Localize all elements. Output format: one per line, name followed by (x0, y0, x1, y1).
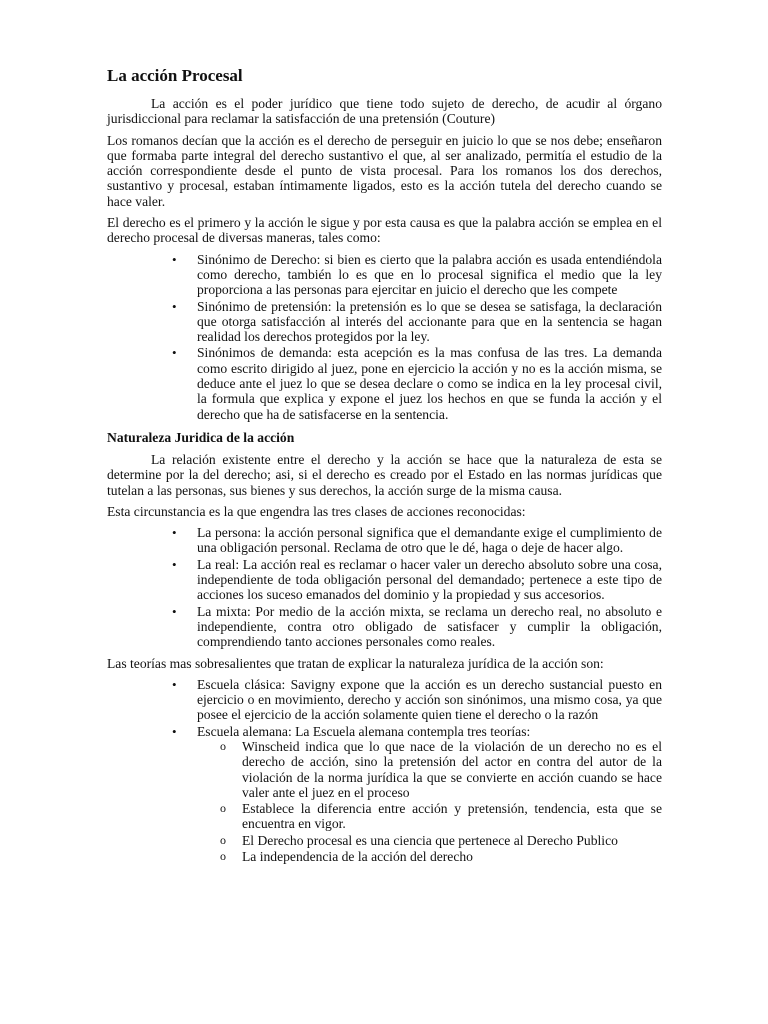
list-item-text: La mixta: Por medio de la acción mixta, se reclama un derecho real, no absoluto e independiente, contra otro obligado de satisfacer y cumplir la obligación, comprendiendo tanto acciones personales como reales. (197, 603, 662, 650)
bullet-icon: • (172, 603, 177, 619)
sub-list-item (220, 832, 662, 848)
list-item (172, 603, 662, 650)
list-item-text: Sinónimo de Derecho: si bien es cierto que la palabra acción es usada entendiéndola como derecho, también lo es que en lo procesal significa el medio que la ley proporciona a las personas para ejercitar en juicio el derecho que les compete (197, 251, 662, 298)
bullet-icon: • (172, 345, 177, 361)
bullet-icon: • (172, 251, 177, 267)
section-paragraph-2: Esta circunstancia es la que engendra las tres clases de acciones reconocidas: (107, 503, 526, 519)
intro-paragraph-3: El derecho es el primero y la acción le sigue y por esta causa es que la palabra acción se emplea en el derecho procesal de diversas maneras, tales como: (107, 215, 662, 246)
circle-bullet-icon: o (220, 832, 226, 847)
document-page (107, 66, 662, 870)
list-item (172, 345, 662, 422)
bullet-icon: • (172, 298, 177, 314)
bullet-icon: • (172, 723, 177, 739)
circle-bullet-icon: o (220, 801, 226, 816)
sub-list-item (220, 801, 662, 832)
list-item (172, 556, 662, 603)
circle-bullet-icon: o (220, 849, 226, 864)
list-item-text: La real: La acción real es reclamar o hacer valer un derecho absoluto sobre una cosa, independiente de toda obligación personal del demandado; pertenece a este tipo de acciones los suceso emanados del dominio y la propiedad y sus accesorios. (197, 556, 662, 603)
list-item-text: Sinónimo de pretensión: la pretensión es lo que se desea se satisfaga, la declaración que otorga satisfacción al interés del accionante para que en la sentencia se hagan realidad los derechos protegidos por la ley. (197, 298, 662, 345)
list-item (172, 298, 662, 345)
intro-paragraph-1: La acción es el poder jurídico que tiene todo sujeto de derecho, de acudir al órgano jurisdiccional para reclamar la satisfacción de una pretensión (Couture) (107, 96, 662, 127)
list-item-text: Sinónimos de demanda: esta acepción es la mas confusa de las tres. La demanda como escrito dirigido al juez, pone en ejercicio la acción y no es la acción misma, se deduce ante el juez lo que se desea declare o como se indica en la ley procesal civil, la formula que explica y expone el juez los hechos en que se funda la acción y el derecho que ha de satisfacerse en la sentencia. (197, 345, 662, 422)
classes-list (107, 525, 662, 649)
list-item (172, 723, 662, 865)
list-item (172, 251, 662, 298)
bullet-icon: • (172, 525, 177, 541)
section-paragraph-3: Las teorías mas sobresalientes que tratan de explicar la naturaleza jurídica de la acción son: (107, 655, 604, 671)
section-heading: Naturaleza Juridica de la acción (107, 429, 295, 445)
list-item-text: Escuela clásica: Savigny expone que la acción es un derecho sustancial puesto en ejercicio o en movimiento, derecho y acción son sinónimos, una mismo cosa, ya que posee el ejercicio de la acción solamente quien tiene el derecho o la razón (197, 676, 662, 723)
list-item (172, 676, 662, 723)
schools-list (107, 677, 662, 865)
list-item-text: La persona: la acción personal significa que el demandante exige el cumplimiento de una obligación personal. Reclama de otro que le dé, haga o deje de hacer algo. (197, 525, 662, 556)
bullet-icon: • (172, 676, 177, 692)
sub-list-item-text: La independencia de la acción del derecho (242, 849, 473, 865)
sub-list-item (220, 849, 662, 865)
uses-list (107, 252, 662, 422)
bullet-icon: • (172, 556, 177, 572)
section-paragraph-1: La relación existente entre el derecho y la acción se hace que la naturaleza de esta se determine por la del derecho; asi, si el derecho es creado por el Estado en las normas jurídicas que tutelan a las personas, sus bienes y sus derechos, la acción surge de la misma causa. (107, 451, 662, 498)
list-item (172, 525, 662, 556)
page-title: La acción Procesal (107, 66, 243, 85)
sub-list-item (220, 738, 662, 800)
german-theories-list (197, 739, 662, 864)
circle-bullet-icon: o (220, 738, 226, 753)
list-item-text: Escuela alemana: La Escuela alemana contempla tres teorías: (197, 723, 531, 739)
intro-paragraph-2: Los romanos decían que la acción es el derecho de perseguir en juicio lo que se nos debe; enseñaron que formaba parte integral del derecho sustantivo el que, al ser analizado, permitía el estudio de la acción correspondiente desde el punto de vista procesal. Para los romanos los dos derechos, sustantivo y procesal, estaban íntimamente ligados, esto es la acción tutela del derecho cuando se hace valer. (107, 132, 662, 209)
sub-list-item-text: Establece la diferencia entre acción y pretensión, tendencia, esta que se encuentra en vigor. (242, 801, 662, 832)
sub-list-item-text: Winscheid indica que lo que nace de la violación de un derecho no es el derecho de acción, sino la pretensión del actor en contra del autor de la violación de la norma jurídica la que se convierte en acción cuando se hace valer ante el juez en el proceso (242, 738, 662, 800)
sub-list-item-text: El Derecho procesal es una ciencia que pertenece al Derecho Publico (242, 832, 618, 848)
